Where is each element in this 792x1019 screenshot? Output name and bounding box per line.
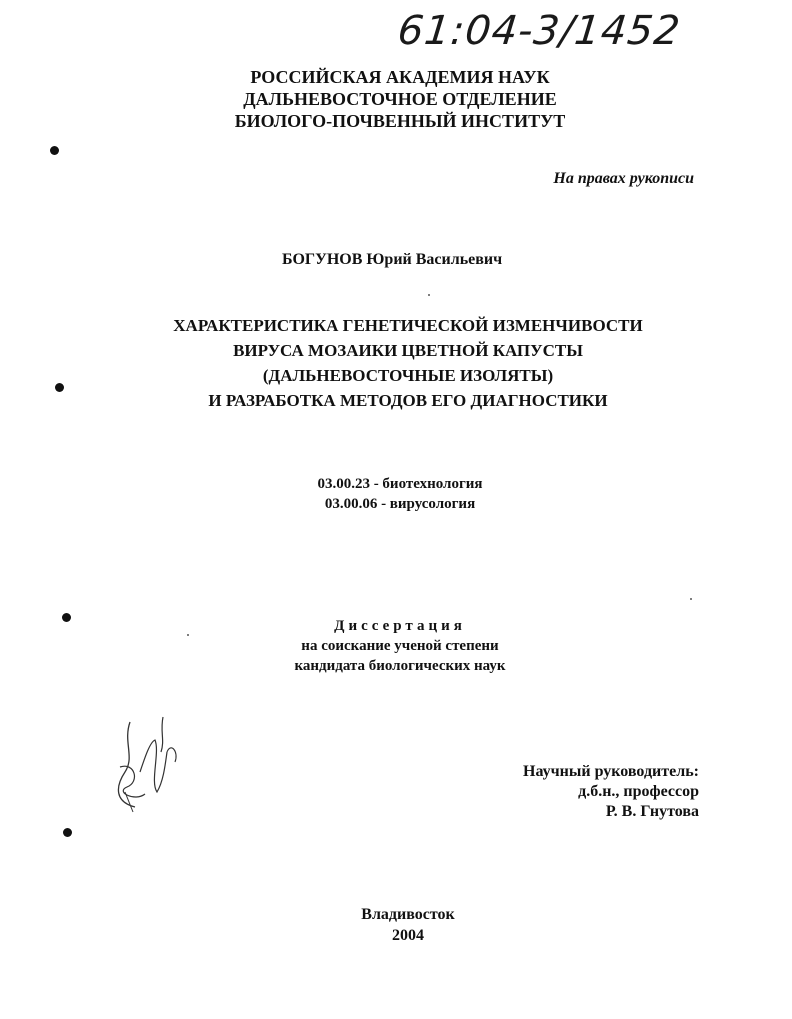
- advisor-name: Р. В. Гнутова: [605, 803, 699, 820]
- dissertation-degree-block: [0, 616, 792, 676]
- footer-year: 2004: [392, 927, 424, 944]
- title-line-1: ХАРАКТЕРИСТИКА ГЕНЕТИЧЕСКОЙ ИЗМЕНЧИВОСТИ: [173, 316, 643, 335]
- scan-speck: [428, 294, 430, 296]
- dissertation-title: [12, 313, 792, 413]
- title-line-3: (ДАЛЬНЕВОСТОЧНЫЕ ИЗОЛЯТЫ): [262, 366, 554, 385]
- author-name: БОГУНОВ Юрий Васильевич: [282, 251, 503, 268]
- degree-line-1: на соискание ученой степени: [301, 638, 499, 654]
- footer-city: Владивосток: [361, 906, 455, 923]
- scan-speck: [187, 634, 189, 636]
- binding-hole-mark-3: [62, 613, 71, 622]
- binding-hole-mark-2: [55, 383, 64, 392]
- title-line-2: ВИРУСА МОЗАИКИ ЦВЕТНОЙ КАПУСТЫ: [233, 341, 583, 360]
- title-line-4: И РАЗРАБОТКА МЕТОДОВ ЕГО ДИАГНОСТИКИ: [208, 391, 608, 410]
- institution-line-3: БИОЛОГО-ПОЧВЕННЫЙ ИНСТИТУТ: [234, 111, 566, 131]
- institution-block: [4, 66, 792, 132]
- institution-line-1: РОССИЙСКАЯ АКАДЕМИЯ НАУК: [250, 67, 550, 87]
- rights-note: На правах рукописи: [553, 170, 694, 187]
- specialty-line-2: 03.00.06 - вирусология: [324, 496, 476, 512]
- advisor-block: [523, 762, 699, 822]
- footer-block: [0, 904, 792, 946]
- advisor-label: Научный руководитель:: [523, 763, 699, 780]
- degree-line-2: кандидата биологических наук: [294, 658, 506, 674]
- dissertation-heading: Диссертация: [334, 618, 466, 634]
- binding-hole-mark-4: [63, 828, 72, 837]
- scan-speck: [690, 598, 692, 600]
- institution-line-2: ДАЛЬНЕВОСТОЧНОЕ ОТДЕЛЕНИЕ: [243, 89, 557, 109]
- specialties-block: [0, 474, 792, 514]
- binding-hole-mark-1: [50, 146, 59, 155]
- advisor-degree: д.б.н., профессор: [578, 783, 699, 800]
- specialty-line-1: 03.00.23 - биотехнология: [317, 476, 483, 492]
- archive-code-handwritten: 61:04-3/1452: [395, 8, 683, 54]
- signature-scribble: [105, 712, 195, 822]
